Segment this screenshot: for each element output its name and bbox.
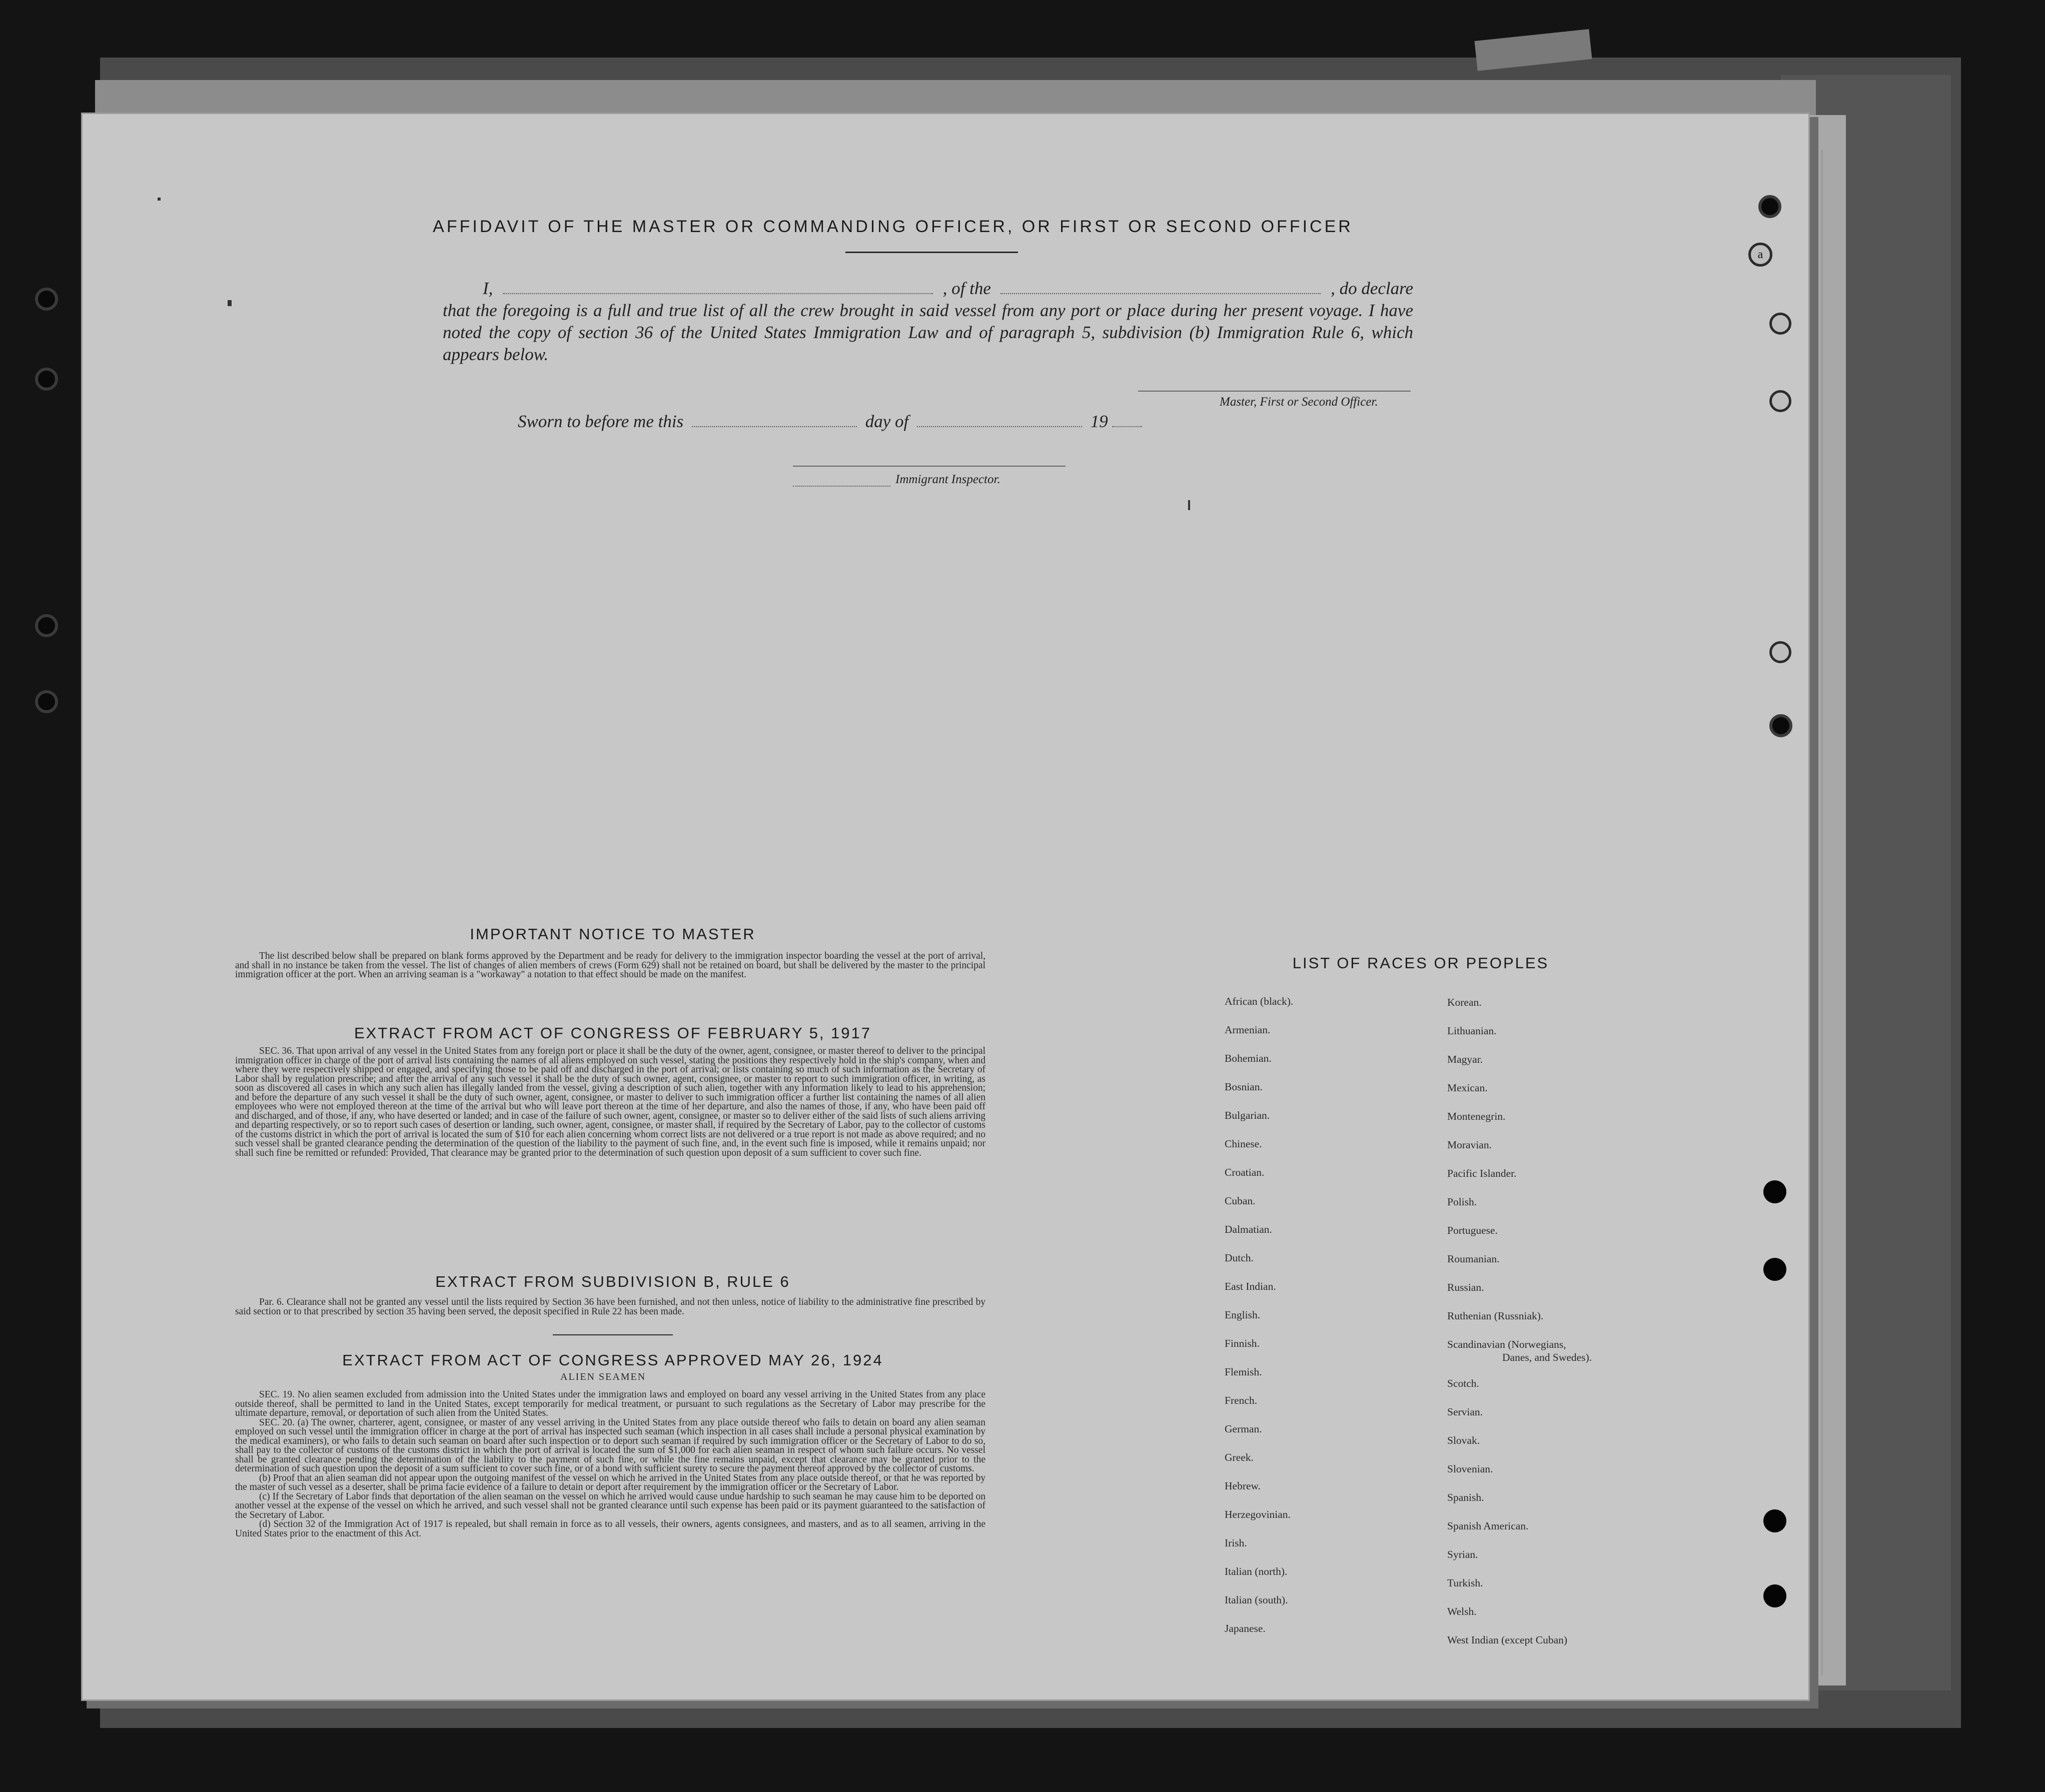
race-item: Ruthenian (Russniak). — [1447, 1310, 1544, 1322]
race-item: East Indian. — [1225, 1280, 1276, 1292]
race-item: Italian (south). — [1225, 1594, 1288, 1606]
binding-hole-icon — [35, 288, 58, 311]
race-item: Lithuanian. — [1447, 1025, 1497, 1037]
race-item: West Indian (except Cuban) — [1447, 1634, 1568, 1646]
binding-hole-icon — [1769, 714, 1792, 737]
notice-title: IMPORTANT NOTICE TO MASTER — [470, 925, 756, 943]
race-item: Russian. — [1447, 1281, 1484, 1293]
extract-rule6-paragraph: Par. 6. Clearance shall not be granted any vessel until the lists required by Section 36 have been furnished, and not then unless, notice of liability to the administrative fine prescribed by said section or to that prescribed by section 35 having been served, the deposit specified in Rule 22 has been made. — [235, 1297, 985, 1317]
race-item: Dalmatian. — [1225, 1223, 1272, 1235]
binding-hole-icon — [1769, 313, 1791, 335]
race-item: Welsh. — [1447, 1605, 1477, 1617]
race-item: Chinese. — [1225, 1138, 1262, 1150]
race-item: Moravian. — [1447, 1139, 1492, 1151]
race-item: Croatian. — [1225, 1166, 1265, 1178]
race-item: Bulgarian. — [1225, 1109, 1270, 1121]
extract-1924-paragraph: (c) If the Secretary of Labor finds that deportation of the alien seaman on the vessel on which he arrived would cause undue hardship to such seaman he may cause him to be deported on another vessel at the expense of the vessel on which he arrived, and such vessel shall not be granted clearance until such expense has been paid or its payment guaranteed to the satisfaction of the Secretary of Labor. — [235, 1491, 985, 1520]
affidavit-do-declare: , do declare — [1331, 279, 1413, 298]
race-item: Magyar. — [1447, 1053, 1483, 1065]
master-label: Master, First or Second Officer. — [1220, 395, 1378, 409]
race-item: Dutch. — [1225, 1252, 1254, 1264]
race-item: Portuguese. — [1447, 1224, 1498, 1236]
vessel-blank — [1000, 293, 1321, 294]
race-item: Herzegovinian. — [1225, 1508, 1291, 1520]
punch-hole-icon — [1763, 1509, 1786, 1532]
sworn-line — [518, 412, 1142, 432]
race-item: English. — [1225, 1309, 1261, 1321]
extract-rule6-text — [235, 1298, 985, 1316]
race-item: Servian. — [1447, 1406, 1483, 1418]
race-item: Japanese. — [1225, 1622, 1266, 1634]
extract-1924-subtitle: ALIEN SEAMEN — [560, 1371, 646, 1382]
ink-speck — [1188, 500, 1190, 510]
affidavit-title: AFFIDAVIT OF THE MASTER OR COMMANDING OFFICER, OR FIRST OR SECOND OFFICER — [433, 217, 1353, 236]
race-item: Danes, and Swedes). — [1502, 1351, 1592, 1363]
extract-1924-title: EXTRACT FROM ACT OF CONGRESS APPROVED MAY 26, 1924 — [342, 1351, 883, 1369]
extract-1917-paragraph: SEC. 36. That upon arrival of any vessel in the United States from any foreign port or place it shall be the duty of the owner, agent, consignee, or master thereof to deliver to the principal immigration officer in charge of the port of arrival lists containing the names of all aliens employed on such vessel, stating the positions they respectively hold in the ship's company, when and where they were respectively shipped or engaged, and specifying those to be paid off and discharged in the port of arrival; or lists containing so much of such information as the Secretary of Labor shall by regulation prescribe; and after the arrival of any such vessel it shall be the duty of such owner, agent, consignee, or master to report to such immigration officer, in writing, as soon as discovered all cases in which any such alien has illegally landed from the vessel, giving a description of such alien, together with any information likely to lead to his apprehension; and before the departure of any such vessel it shall be the duty of such owner, agent, consignee, or master to deliver to such immigration officer a further list containing the names of all alien employees who were not employed thereon at the time of the arrival but who will leave port thereon at the time of her departure, and also the names of those, if any, who have been paid off and discharged, and of those, if any, who have deserted or landed; and in case of the failure of such owner, agent, consignee, or master so to deliver either of the said lists of such aliens arriving and departing respectively, or so to report such cases of desertion or landing, such owner, agent, consignee, or master shall, if required by the Secretary of Labor, pay to the collector of customs of the customs district in which the port of arrival is located the sum of $10 for each alien concerning whom correct lists are not delivered or a true report is not made as above required; and no such vessel shall be granted clearance pending the determination of the question of the liability to the payment of such fine, and, in the event such fine is imposed, while it remains unpaid; nor shall such fine be remitted or refunded: Provided, That clearance may be granted prior to the determination of such question upon deposit of a sum sufficient to cover such fine. — [235, 1046, 985, 1158]
punch-hole-icon — [1763, 1258, 1786, 1281]
race-item: Flemish. — [1225, 1366, 1262, 1378]
ink-speck — [228, 300, 232, 306]
race-item: Armenian. — [1225, 1024, 1271, 1036]
race-item: Greek. — [1225, 1451, 1254, 1463]
extract-rule6-title: EXTRACT FROM SUBDIVISION B, RULE 6 — [435, 1273, 790, 1290]
margin-mark: a — [1748, 243, 1772, 267]
extract-1924-paragraph: SEC. 19. No alien seamen excluded from admission into the United States under the immigration laws and employed on board any vessel arriving in the United States from any place outside thereof, shall be permitted to land in the United States, except temporarily for medical treatment, or pursuant to such regulations as the Secretary of Labor may prescribe for the ultimate departure, removal, or deportation of such alien from the United States. — [235, 1389, 985, 1418]
ink-speck — [158, 198, 161, 201]
sworn-day-blank — [692, 426, 857, 427]
race-item: Irish. — [1225, 1537, 1247, 1549]
affidavit-i: I, — [483, 279, 493, 298]
binding-hole-icon — [35, 368, 58, 391]
race-item: Scotch. — [1447, 1377, 1479, 1389]
sworn-year-blank — [1112, 426, 1142, 427]
races-title: LIST OF RACES OR PEOPLES — [1292, 954, 1549, 972]
extract-1924-paragraph: (b) Proof that an alien seaman did not appear upon the outgoing manifest of the vessel on which he arrived in the United States from any place outside thereof, or that he was reported by the master of such vessel as a deserter, shall be prima facie evidence of a failure to detain or deport after requirement by the immigration officer or the Secretary of Labor. — [235, 1472, 985, 1492]
extract-1917-text — [235, 1047, 985, 1158]
master-signature-line — [1138, 390, 1411, 392]
extract-1924-text — [235, 1390, 985, 1538]
binding-hole-icon — [35, 690, 58, 713]
affidavit-text — [443, 278, 1413, 366]
race-item: Slovak. — [1447, 1434, 1480, 1446]
race-item: German. — [1225, 1423, 1262, 1435]
race-item: Slovenian. — [1447, 1463, 1493, 1475]
inspector-label: Immigrant Inspector. — [895, 473, 1000, 486]
race-item: Polish. — [1447, 1196, 1477, 1208]
affidavit-of-the: , of the — [942, 279, 991, 298]
sworn-year: 19 — [1090, 412, 1108, 431]
binding-hole-icon — [1769, 641, 1791, 663]
affidavit-line1 — [443, 278, 1413, 300]
extract-1924-paragraph: SEC. 20. (a) The owner, charterer, agent, consignee, or master of any vessel arriving in the United States from any place outside thereof who fails to detain on board any alien seaman employed on such vessel until the immigration officer in charge at the port of arrival has inspected such seaman (which inspection in all cases shall include a personal physical examination by the medical examiners), or who fails to detain such seaman on board after such inspection or to deport such seaman if required by such immigration officer or the Secretary of Labor to do so, shall pay to the collector of customs of the customs district in which the port of arrival is located the sum of $1,000 for each alien seaman in respect of whom such failure occurs. No vessel shall be granted clearance pending the determination of the liability to the payment of such fine, or while the fine remains unpaid, except that clearance may be granted prior to the determination of such question upon the deposit of a sum sufficient to cover such fine, or of a bond with sufficient surety to secure the payment thereof approved by the collector of customs. — [235, 1417, 985, 1474]
sworn-day-of: day of — [865, 412, 909, 431]
race-item: Korean. — [1447, 996, 1482, 1008]
binding-hole-icon — [1758, 195, 1781, 218]
race-item: Montenegrin. — [1447, 1110, 1506, 1122]
affidavit-body: that the foregoing is a full and true list of all the crew brought in said vessel from any port or place during her present voyage. I have noted the copy of section 36 of the United States Immigration Law and of paragraph 5, subdivision (b) Immigration Rule 6, which appears below. — [443, 301, 1413, 364]
race-item: Italian (north). — [1225, 1565, 1288, 1577]
race-item: Bohemian. — [1225, 1052, 1272, 1064]
race-item: Turkish. — [1447, 1577, 1483, 1589]
race-item: Mexican. — [1447, 1082, 1488, 1094]
notice-paragraph: The list described below shall be prepared on blank forms approved by the Department and be ready for delivery to the immigration inspector boarding the vessel at the port of arrival, and shall in no instance be taken from the vessel. The list of changes of alien members of crews (Form 629) shall not be retained on board, but shall be delivered by the master to the principal immigration officer at the port. When an arriving seaman is a "workaway" a notation to that effect should be made on the manifest. — [235, 951, 985, 980]
race-item: Bosnian. — [1225, 1081, 1263, 1093]
inspector-dotline — [793, 485, 890, 487]
extract-1924-paragraph: (d) Section 32 of the Immigration Act of 1917 is repealed, but shall remain in force as to all vessels, their owners, agents consignees, and masters, and as to all seamen, arriving in the United States prior to the enactment of this Act. — [235, 1519, 985, 1539]
binding-hole-icon — [1769, 390, 1791, 412]
race-item: Spanish American. — [1447, 1520, 1529, 1532]
race-item: Scandinavian (Norwegians, — [1447, 1338, 1566, 1350]
race-item: Roumanian. — [1447, 1253, 1500, 1265]
race-item: Syrian. — [1447, 1548, 1478, 1560]
notice-text — [235, 952, 985, 980]
extract-rule — [553, 1334, 673, 1335]
sworn-start: Sworn to before me this — [518, 412, 684, 431]
race-item: African (black). — [1225, 995, 1294, 1007]
title-rule — [845, 252, 1018, 253]
race-item: Cuban. — [1225, 1195, 1256, 1207]
page-edge-line — [1821, 150, 1823, 1675]
race-item: Spanish. — [1447, 1491, 1484, 1503]
extract-1917-title: EXTRACT FROM ACT OF CONGRESS OF FEBRUARY 5, 1917 — [354, 1024, 872, 1042]
race-item: Hebrew. — [1225, 1480, 1261, 1492]
inspector-signature-line — [793, 465, 1066, 467]
race-item: French. — [1225, 1394, 1258, 1406]
punch-hole-icon — [1763, 1180, 1786, 1203]
sworn-month-blank — [917, 426, 1082, 427]
race-item: Finnish. — [1225, 1337, 1260, 1349]
binding-hole-icon — [35, 614, 58, 637]
name-blank — [503, 293, 933, 294]
punch-hole-icon — [1763, 1584, 1786, 1607]
race-item: Pacific Islander. — [1447, 1167, 1517, 1179]
